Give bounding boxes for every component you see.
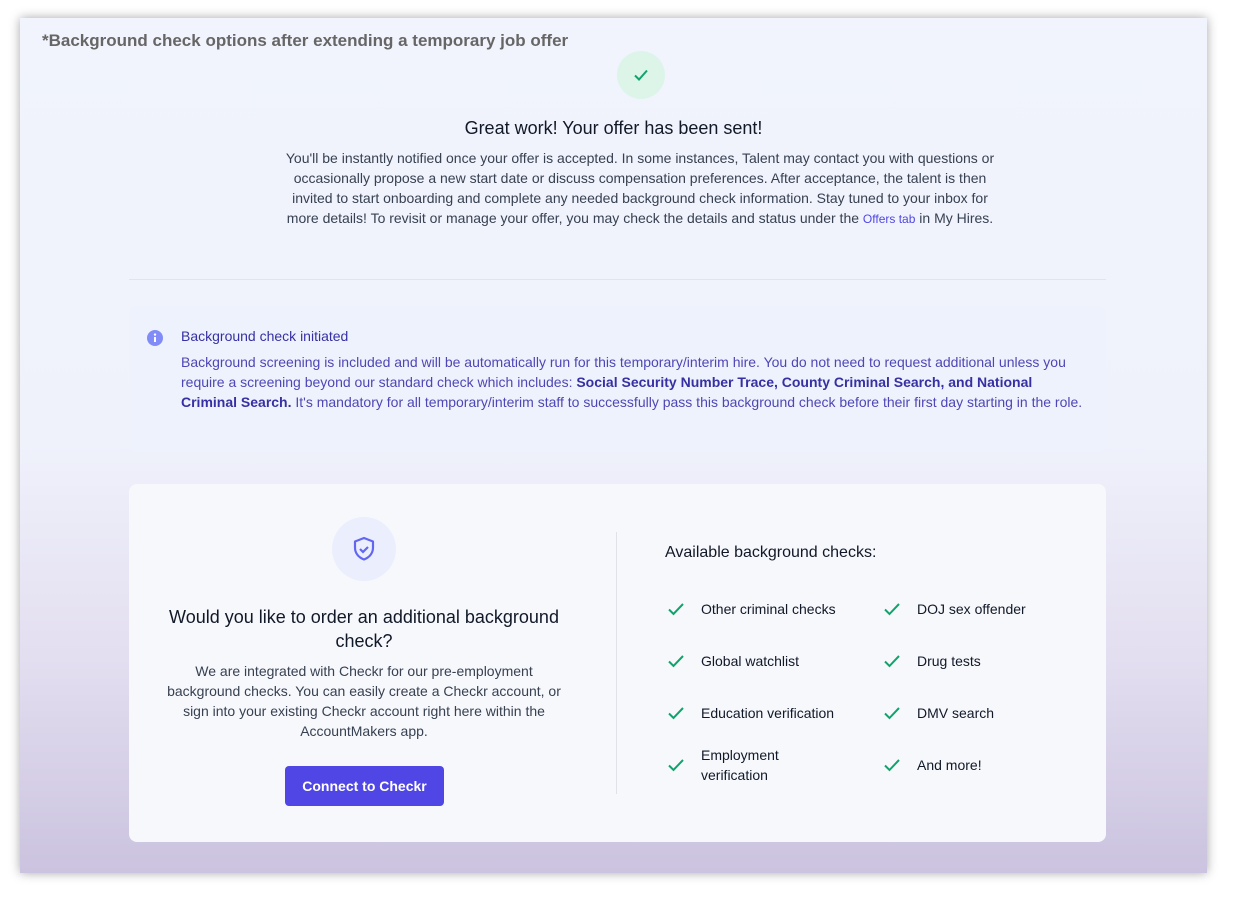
success-check-icon: [617, 51, 665, 99]
info-icon: [147, 330, 163, 351]
info-text: Background screening is included and will be automatically run for this temporary/interim hire. You do not need to request additional unless you require a screening beyond our standard check which includes:: [181, 354, 1066, 390]
check-icon: [883, 600, 901, 618]
screenshot-frame: [20, 18, 1207, 873]
available-check-item: [667, 651, 857, 671]
check-icon: [883, 704, 901, 722]
available-check-item: [667, 703, 857, 723]
offers-tab-link[interactable]: Offers tab: [862, 212, 916, 226]
available-check-item: [883, 599, 1073, 619]
check-icon: [667, 704, 685, 722]
info-bold-text: Social Security Number Trace, County Criminal Search, and National Criminal Search.: [181, 374, 1033, 410]
divider: [129, 279, 1106, 280]
check-icon: [667, 756, 685, 774]
available-check-item: [667, 745, 807, 785]
info-body: [181, 352, 1086, 412]
vertical-divider: [616, 532, 617, 794]
check-icon: [667, 600, 685, 618]
info-banner: [129, 306, 1106, 452]
check-icon: [883, 756, 901, 774]
available-check-label: DMV search: [917, 705, 995, 721]
available-checks-title: Available background checks:: [665, 544, 877, 561]
available-check-item: [883, 651, 1073, 671]
order-title: Would you like to order an additional background check?: [169, 607, 559, 651]
order-check-card: [129, 484, 1106, 842]
available-check-label: Education verification: [701, 705, 835, 721]
available-check-label: Drug tests: [917, 653, 981, 669]
info-title: Background check initiated: [181, 328, 349, 344]
info-text-end: It's mandatory for all temporary/interim staff to successfully pass this background check before their first day starting in the role.: [291, 394, 1083, 410]
available-check-label: DOJ sex offender: [917, 601, 1026, 617]
shield-check-icon: [332, 517, 396, 581]
success-text: You'll be instantly notified once your offer is accepted. In some instances, Talent may contact you with questions or occasionally propose a new start date or discuss compensation preferences. After acceptance, the talent is then invited to start onboarding and complete any needed background check information. Stay tuned to your inbox for more details! To revisit or manage your offer, you may check the details and status under the: [285, 150, 995, 226]
check-icon: [667, 652, 685, 670]
available-check-item: [667, 599, 857, 619]
available-check-label: And more!: [917, 757, 982, 773]
order-description: We are integrated with Checkr for our pre-employment background checks. You can easily create a Checkr account, or sign into your existing Checkr account right here within the AccountMakers app.: [167, 663, 561, 739]
available-check-label: Employment verification: [701, 747, 779, 783]
success-title: Great work! Your offer has been sent!: [464, 118, 763, 138]
connect-to-checkr-button[interactable]: Connect to Checkr: [285, 766, 444, 806]
available-check-item: [883, 755, 1073, 775]
available-check-label: Global watchlist: [701, 653, 800, 669]
success-text-end: in My Hires.: [915, 210, 994, 226]
available-check-item: [883, 703, 1073, 723]
caption: *Background check options after extending a temporary job offer: [42, 31, 569, 50]
check-icon: [883, 652, 901, 670]
success-message: [275, 148, 1005, 229]
available-check-label: Other criminal checks: [701, 601, 836, 617]
